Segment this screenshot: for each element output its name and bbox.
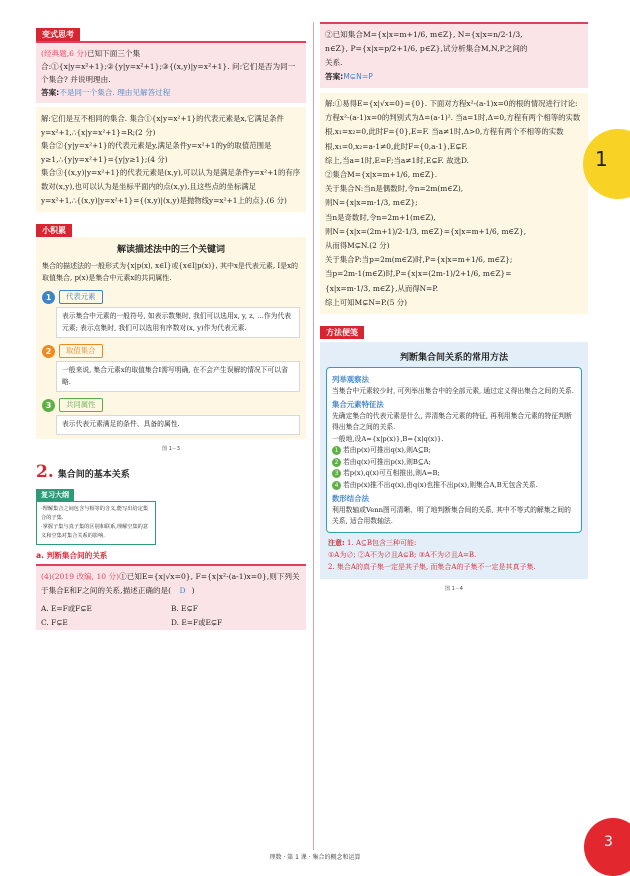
option-c: C. F⊊E bbox=[41, 617, 68, 627]
left-column bbox=[36, 22, 306, 630]
subheading: a. 判断集合间的关系 bbox=[36, 550, 108, 560]
keyword-label: 代表元素 bbox=[59, 290, 103, 304]
variation-stem: 已知下面三个集合:①{x|y=x²+1};②{y|y=x²+1};③{(x,y)|y=x²+1}. 问:它们是否为同一个集合? 并说明理由. bbox=[41, 49, 296, 84]
review-outline bbox=[36, 501, 156, 545]
column-divider bbox=[313, 22, 314, 850]
problem-2: ②已知集合M={x|x=m+1/6, m∈Z}, N={x|x=n/2-1/3, n∈Z}, P={x|x=p/2+1/6, p∈Z},试分析集合M,N,P之间的 关系. 答案:M⊊N=P bbox=[320, 22, 588, 88]
keyword-3 bbox=[42, 398, 300, 412]
variation-solution bbox=[36, 107, 306, 212]
solution-line: 则N={x|x=(2m+1)/2-1/3, m∈Z}={x|x=m+1/6, m∈Z}, bbox=[325, 226, 527, 236]
option-d: D. E=F或E⊊F bbox=[171, 617, 223, 627]
keyword-text: 一般来说, 集合元素x的取值集合I需写明确, 在不会产生误解的情况下可以省略. bbox=[56, 361, 300, 392]
problem-source: (4)(2019 改编, 10 分) bbox=[41, 571, 120, 581]
page-footer: 理数 · 第 1 课 · 集合的概念和运算 bbox=[269, 854, 361, 861]
page-number-badge: 3 bbox=[584, 818, 630, 876]
keyword-number: 3 bbox=[42, 399, 55, 412]
problem-2-answer-value: M⊊N=P bbox=[343, 72, 373, 81]
solution-line: 则N={x|x=m-1/3, m∈Z}; bbox=[325, 198, 418, 208]
solution-line: 当n是奇数时,令n=2m+1(m∈Z), bbox=[325, 212, 436, 222]
review-line: ·掌握子集与真子集的区别和联系,理解空集的意义和空集对集合关系的影响. bbox=[41, 523, 149, 539]
keyword-1 bbox=[42, 290, 300, 304]
method-2-general: 一般地,设A={x|p(x)},B={x|q(x)}. bbox=[332, 434, 444, 443]
keywords-intro: 集合的描述法的一般形式为{x|p(x), x∈I}或{x∈I|p(x)}, 其中x是代表元素, I是x的取值集合, p(x)是集合中元素x的共同属性. bbox=[42, 262, 299, 283]
method-3-text: 利用数轴或Venn图可清晰、明了地判断集合间的关系, 其中不等式的解集之间的关系, 适合用数轴法. bbox=[332, 505, 571, 526]
attention-note: 注意: 1. A⊆B包含三种可能: ①A为∅; ②A不为∅且A⊊B; ③A不为∅且A=B. 2. 集合A的真子集一定是其子集, 而集合A的子集不一定是其真子集. bbox=[328, 538, 536, 571]
problem-solution bbox=[320, 93, 588, 314]
method-2-item: 3 若p(x),q(x)可互相推出,则A=B; bbox=[332, 468, 576, 480]
variation-answer: 答案:不是同一个集合. 理由见解答过程 bbox=[41, 88, 171, 97]
solution-line: 综上,当a=1时,E=F;当a≠1时,E⊊F. 故选D. bbox=[325, 155, 469, 165]
section-title: 集合间的基本关系 bbox=[57, 469, 130, 480]
solution-line: 关于集合N:当n是偶数时,令n=2m(m∈Z), bbox=[325, 184, 464, 194]
keyword-2 bbox=[42, 344, 300, 358]
right-column bbox=[320, 22, 588, 598]
keyword-number: 1 bbox=[42, 291, 55, 304]
variation-problem bbox=[36, 41, 306, 103]
problem-options bbox=[36, 602, 306, 630]
solution-line: 当p=2m-1(m∈Z)时,P={x|x=(2m-1)/2+1/6, m∈Z}= bbox=[325, 269, 512, 279]
method-box bbox=[320, 342, 588, 579]
variation-answer-value: 不是同一个集合. 理由见解答过程 bbox=[59, 88, 171, 97]
solution-line: 集合②{y|y=x²+1}的代表元素是y,满足条件y=x²+1的y的取值范围是y≥1,∴{y|y=x²+1}={y|y≥1};(4 分) bbox=[41, 141, 272, 164]
solution-line: 解:它们是互不相同的集合. 集合①{x|y=x²+1}的代表元素是x,它满足条件y=x²+1,∴{x|y=x²+1}=R;(2 分) bbox=[41, 114, 284, 137]
solution-line: 综上可知M⊊N=P.(5 分) bbox=[325, 297, 408, 307]
method-2-item: 4 若由p(x)推不出q(x),由q(x)也推不出p(x),则集合A,B无包含关系. bbox=[332, 480, 576, 492]
problem-2-answer: 答案:M⊊N=P bbox=[325, 72, 373, 81]
keyword-number: 2 bbox=[42, 345, 55, 358]
tag-review: 复习大纲 bbox=[36, 489, 74, 501]
problem-4: (4)(2019 改编, 10 分)①已知E={x|√x=0}, F={x|x²-(a-1)x=0},则下列关于集合E和F之间的关系,描述正确的是( D ) bbox=[36, 564, 306, 602]
keywords-title: 解读描述法中的三个关键词 bbox=[116, 245, 225, 256]
problem-answer: D bbox=[179, 585, 186, 595]
method-title: 判断集合间关系的常用方法 bbox=[399, 353, 508, 364]
keyword-text: 表示集合中元素的一般符号, 如表示数集时, 我们可以选用x, y, z, …作为代表元素; 表示点集时, 我们可以选用有序数对(x, y)作为代表元素. bbox=[56, 307, 300, 338]
variation-source: (经典题,6 分) bbox=[41, 49, 87, 58]
method-2-item: 1 若由p(x)可推出q(x),则A⊆B; bbox=[332, 445, 576, 457]
method-3-title: 数形结合法 bbox=[332, 494, 369, 504]
tag-accumulate: 小积累 bbox=[36, 224, 72, 237]
tag-variation: 变式思考 bbox=[36, 28, 80, 41]
method-2-item: 2 若由q(x)可推出p(x),则B⊆A; bbox=[332, 457, 576, 469]
section-heading bbox=[36, 462, 306, 482]
keyword-text: 表示代表元素满足的条件、具备的属性. bbox=[56, 415, 300, 435]
method-1-text: 当集合中元素较少时, 可列举出集合中的全部元素, 通过定义得出集合之间的关系. bbox=[332, 386, 574, 395]
method-2-text: 先确定集合的代表元素是什么, 弄清集合元素的特征, 再利用集合元素的特征判断得出集合之间的关系. bbox=[332, 411, 572, 432]
solution-line: 集合③{(x,y)|y=x²+1}的代表元素是(x,y),可以认为是满足条件y=x²+1的有序数对(x,y),也可以认为是坐标平面内的点(x,y),且这些点的坐标满足y=x²+1,∴{(x,y)|y=x²+1}={(x,y)|(x,y)是抛物线y=x²+1上的点}.(6 分) bbox=[41, 168, 301, 205]
solution-line: 关于集合P:当p=2m(m∈Z)时,P={x|x=m+1/6, m∈Z}; bbox=[325, 255, 513, 265]
section-number: 2. bbox=[36, 461, 54, 482]
review-line: ·理解集合之间包含与相等的含义,能写出给定集合的子集. bbox=[41, 505, 149, 521]
figure-label: 图 1－4 bbox=[445, 585, 463, 592]
keyword-label: 共同属性 bbox=[59, 398, 103, 412]
method-2-title: 集合元素特征法 bbox=[332, 400, 384, 410]
solution-line: {x|x=m-1/3, m∈Z},从而得N=P. bbox=[325, 283, 439, 293]
tag-method: 方法便笺 bbox=[320, 326, 364, 339]
keywords-box bbox=[36, 237, 306, 439]
method-content bbox=[326, 367, 582, 533]
option-a: A. E=F或F⊊E bbox=[41, 603, 92, 613]
chapter-tab: 1 bbox=[583, 129, 630, 199]
solution-line: 从而得M⊊N.(2 分) bbox=[325, 241, 390, 251]
figure-label: 图 1－3 bbox=[162, 445, 180, 452]
problem-stem: ①已知E={x|√x=0}, F={x|x²-(a-1)x=0},则下列关于集合E和F之间的关系,描述正确的是( bbox=[41, 571, 300, 595]
option-b: B. E⊊F bbox=[171, 603, 198, 613]
solution-line: 解:①易得E={x|√x=0}={0}. 下面对方程x²-(a-1)x=0的根的情况进行讨论:方程x²-(a-1)x=0的判别式为Δ=(a-1)². 当a=1时,Δ=0,方程有两个相等的实数根,x₁=x₂=0,此时F={0},E=F. 当a≠1时,Δ>0,方程有两个不相等的实数根,x₁=0,x₂=a-1≠0,此时F={0,a-1},E⊊F. bbox=[325, 99, 581, 151]
method-1-title: 列举观察法 bbox=[332, 375, 369, 385]
keyword-label: 取值集合 bbox=[59, 344, 103, 358]
solution-line: ②集合M={x|x=m+1/6, m∈Z}. bbox=[325, 170, 438, 180]
